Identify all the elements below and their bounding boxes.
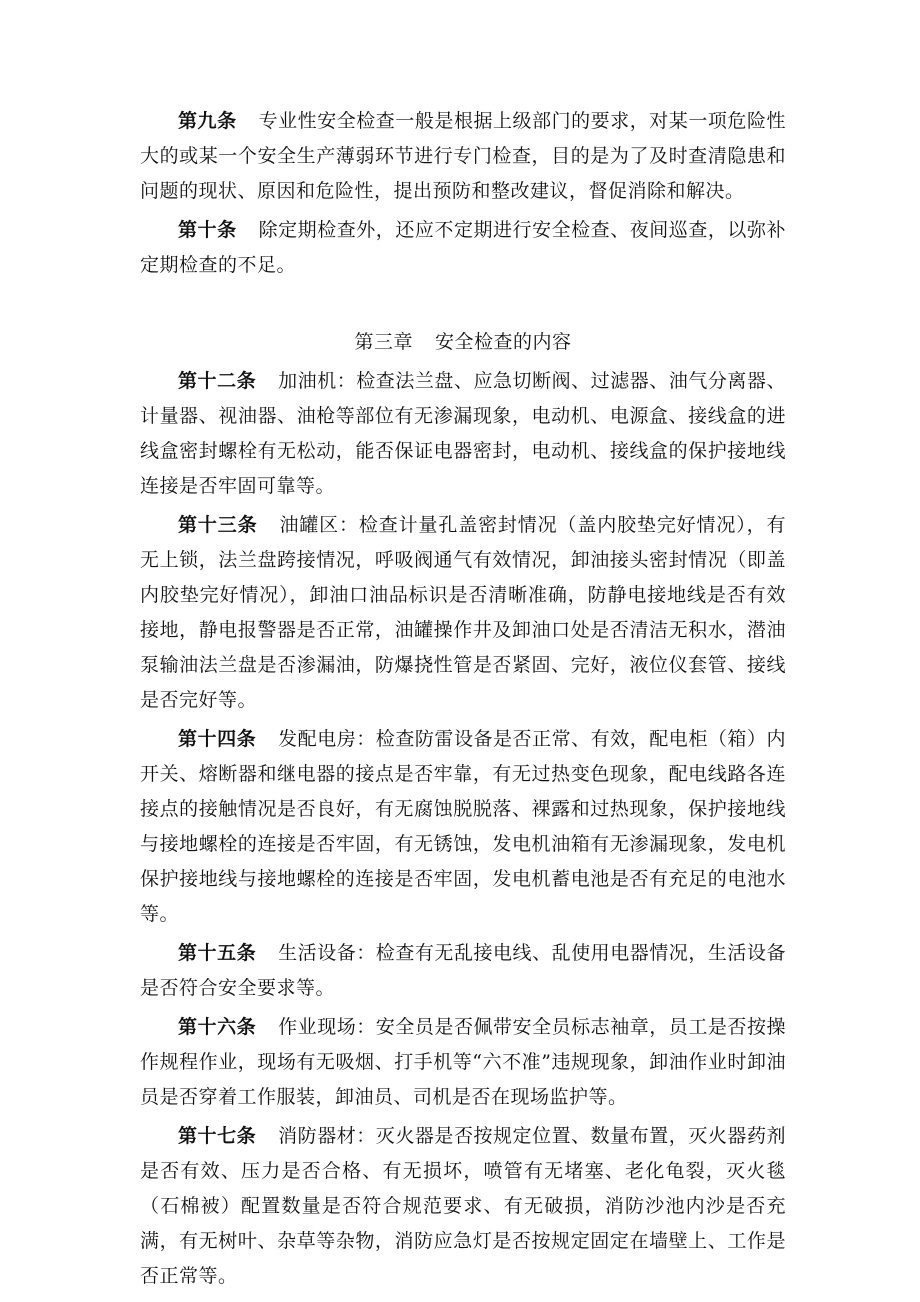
article-text: 专业性安全检查一般是根据上级部门的要求，对某一项危险性大的或某一个安全生产薄弱环节进行专门检查，目的是为了及时查清隐患和问题的现状、原因和危险性，提出预防和整改建议，督促消除和解决。	[140, 110, 786, 202]
article-text: 作业现场：安全员是否佩带安全员标志袖章，员工是否按操作规程作业，现场有无吸烟、打手机等“六不准”违规现象，卸油作业时卸油员是否穿着工作服装，卸油员、司机是否在现场监护等。	[140, 1016, 786, 1108]
article-16	[140, 1010, 786, 1115]
article-text: 生活设备：检查有无乱接电线、乱使用电器情况，生活设备是否符合安全要求等。	[140, 942, 786, 999]
article-text: 发配电房：检查防雷设备是否正常、有效，配电柜（箱）内开关、熔断器和继电器的接点是否牢靠，有无过热变色现象，配电线路各连接点的接触情况是否良好，有无腐蚀脱脱落、裸露和过热现象，保护接地线与接地螺栓的连接是否牢固，有无锈蚀，发电机油箱有无渗漏现象，发电机保护接地线与接地螺栓的连接是否牢固，发电机蓄电池是否有充足的电池水等。	[140, 728, 786, 925]
article-number: 第十六条	[178, 1016, 257, 1038]
article-17	[140, 1119, 786, 1294]
article-number: 第十七条	[178, 1125, 257, 1147]
article-number: 第十三条	[178, 514, 258, 536]
article-9	[140, 104, 786, 209]
article-number: 第十四条	[178, 728, 257, 750]
article-14	[140, 722, 786, 932]
article-text: 加油机：检查法兰盘、应急切断阀、过滤器、油气分离器、计量器、视油器、油枪等部位有无渗漏现象，电动机、电源盒、接线盒的进线盒密封螺栓有无松动，能否保证电器密封，电动机、接线盒的保护接地线连接是否牢固可靠等。	[140, 370, 786, 497]
article-10	[140, 213, 786, 283]
article-text: 除定期检查外，还应不定期进行安全检查、夜间巡查，以弥补定期检查的不足。	[140, 219, 786, 276]
article-13	[140, 508, 786, 718]
article-text: 消防器材：灭火器是否按规定位置、数量布置，灭火器药剂是否有效、压力是否合格、有无损坏，喷管有无堵塞、老化龟裂，灭火毯（石棉被）配置数量是否符合规范要求、有无破损，消防沙池内沙是否充满，有无树叶、杂草等杂物，消防应急灯是否按规定固定在墙壁上、工作是否正常等。	[140, 1125, 786, 1287]
article-number: 第十二条	[178, 370, 257, 392]
chapter-heading	[140, 325, 786, 360]
article-number: 第九条	[178, 110, 237, 132]
article-text: 油罐区：检查计量孔盖密封情况（盖内胶垫完好情况），有无上锁，法兰盘跨接情况，呼吸阀通气有效情况，卸油接头密封情况（即盖内胶垫完好情况），卸油口油品标识是否清晰准确，防静电接地线是否有效接地，静电报警器是否正常，油罐操作井及卸油口处是否清洁无积水，潜油泵输油法兰盘是否渗漏油，防爆挠性管是否紧固、完好，液位仪套管、接线是否完好等。	[140, 514, 786, 711]
chapter-title: 安全检查的内容	[435, 331, 572, 353]
article-number: 第十条	[178, 219, 237, 241]
chapter-number: 第三章	[354, 331, 413, 353]
article-15	[140, 936, 786, 1006]
article-12	[140, 364, 786, 504]
article-number: 第十五条	[178, 942, 257, 964]
